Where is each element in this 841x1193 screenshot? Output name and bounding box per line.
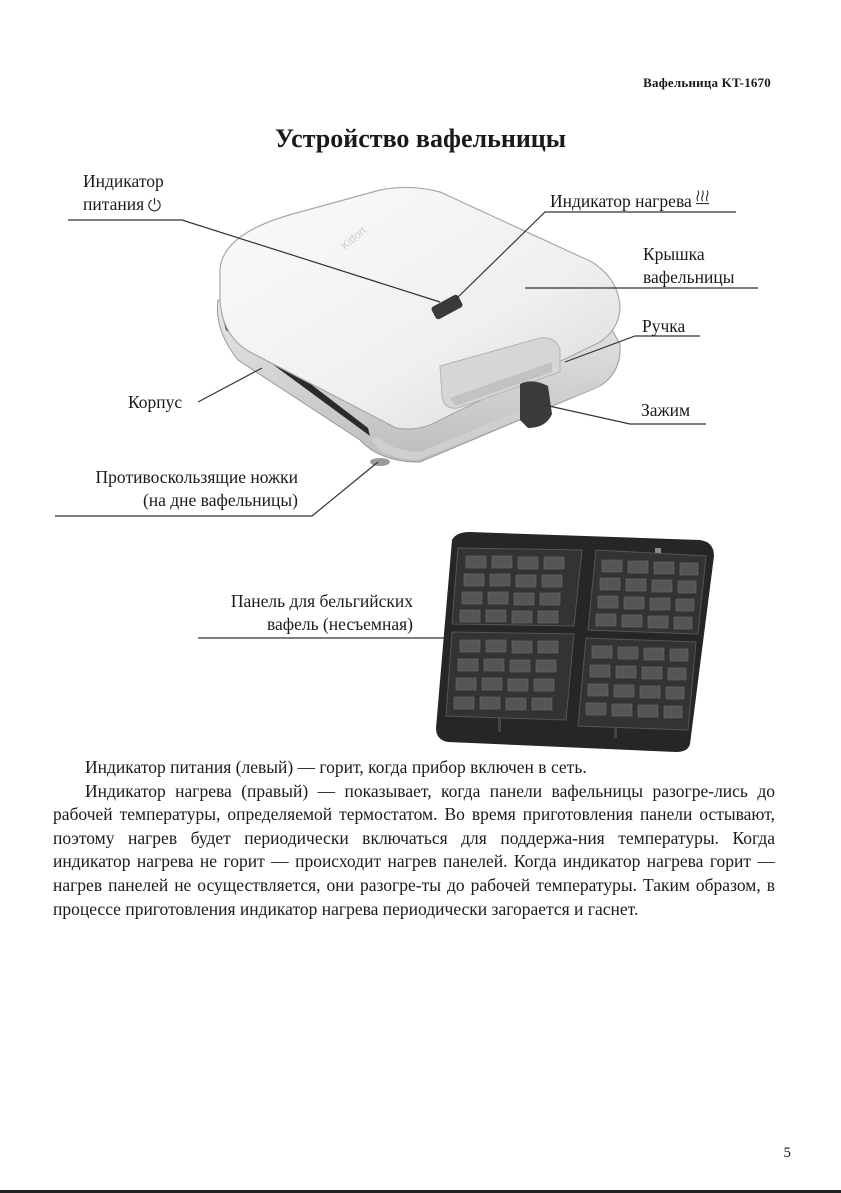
label-power-indicator — [83, 170, 164, 216]
label-lid — [643, 243, 734, 289]
label-feet — [62, 466, 298, 512]
label-panel — [198, 590, 413, 636]
label-panel-line2: вафель (несъемная) — [266, 614, 413, 634]
label-handle: Ручка — [642, 316, 686, 336]
label-heat-indicator-text: Индикатор нагрева — [550, 191, 692, 211]
page-title: Устройство вафельницы — [274, 124, 567, 153]
label-power-indicator-line1: Индикатор — [83, 171, 164, 191]
waffle-plate-illustration — [436, 532, 714, 752]
label-power-indicator-line2: питания — [83, 194, 145, 214]
label-feet-line2: (на дне вафельницы) — [142, 490, 298, 510]
running-header: Вафельница KT-1670 — [643, 75, 771, 90]
paragraph: Индикатор нагрева (правый) — показывает, когда панели вафельницы разогре-лись до рабочей температуры, определяемой термостатом. Во время приготовления панели остывают, поэтому нагрев будет периодически включаться для поддержа-ния температуры. Когда индикатор нагрева не горит — происходит нагрев панелей. Когда индикатор нагрева горит — нагрев панелей не осуществляется, они разогре-ты до рабочей температуры. Таким образом, в процессе приготовления индикатор нагрева периодически загорается и гаснет. — [53, 780, 775, 919]
description-text — [53, 756, 775, 921]
label-lid-line2: вафельницы — [643, 267, 735, 287]
page-number: 5 — [783, 1145, 791, 1161]
paragraph: Индикатор питания (левый) — горит, когда прибор включен в сеть. — [85, 757, 587, 777]
heat-waves-icon — [695, 190, 710, 205]
waffle-maker-illustration — [217, 187, 620, 466]
label-clamp: Зажим — [641, 400, 691, 420]
label-feet-line1: Противоскользящие ножки — [95, 467, 298, 487]
label-panel-line1: Панель для бельгийских — [230, 591, 413, 611]
label-body: Корпус — [128, 392, 183, 412]
label-lid-line1: Крышка — [643, 244, 705, 264]
label-heat-indicator — [550, 190, 710, 213]
power-icon — [147, 197, 162, 212]
brand-logo: Kitfort — [339, 224, 369, 253]
